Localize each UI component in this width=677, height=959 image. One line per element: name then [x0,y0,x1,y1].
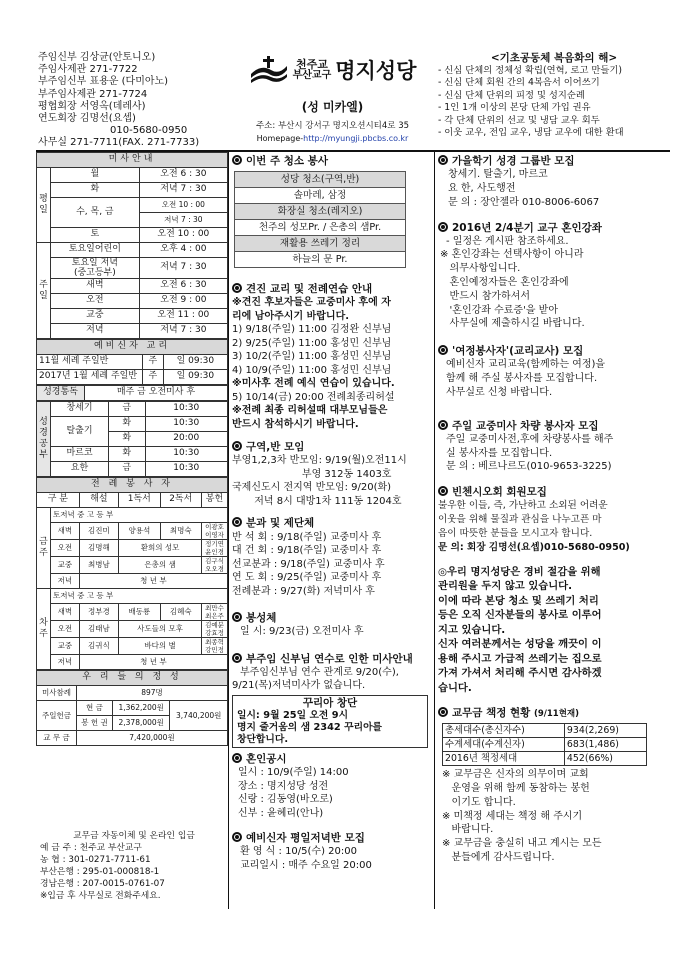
bank-info [40,830,228,902]
middle-column [232,155,432,872]
wedding-line: 장소 : 명지성당 성전 [238,780,329,792]
curia-line: 창단합니다. [237,733,289,745]
bullet-icon [232,753,242,763]
bible-time: 10:30 [145,447,227,462]
confirmation-line: 2) 9/25(주일) 11:00 홍성민 신부님 [232,337,392,349]
bullet-icon [438,222,448,232]
attendance-value: 897명 [77,686,228,701]
wedding-line: 일시 : 10/9(주일) 14:00 [238,767,349,778]
bank-line: 교무금 자동이체 및 온라인 입금 [73,831,195,841]
theme-item: - 신심 단체 단위의 피정 및 성지순례 [438,89,585,101]
servers-head: 구 분 [37,493,80,508]
driver-line: 주일 교중미사전,후에 차량봉사를 해주 [446,433,614,445]
info-line: 부주임사제관 271-7724 [38,88,148,100]
bible-time: 10:30 [145,402,227,417]
district-line: 부영1,2,3차 반모임: 9/19(월)오전11시 [232,455,407,467]
cleaning-notice-line: 습니다. [438,681,472,694]
vincent-contact: 문 의: 회장 김명선(요셉)010-5680-0950) [438,541,630,553]
bible-day: 금 [109,462,146,477]
dues-note: ※ 교무금은 신자의 의무이며 교회 [442,769,589,781]
theme-item: - 이웃 교우, 전입 교우, 냉담 교우에 대한 환대 [438,127,624,138]
marriage-course-line: 혼인예정자들은 혼인강좌에 [440,277,569,289]
bullet-icon [232,283,242,293]
catechism-day: 주 [143,370,164,385]
confirmation-title: 견진 교리 및 전례연습 안내 [232,283,432,296]
servers-slot: 오전 [51,540,80,557]
stat-label: 총세대수(총신자수) [443,724,565,738]
bullet-icon [232,832,242,842]
theme-item: - 각 단체 단위의 선교 및 냉담 교우 회두 [438,114,600,126]
info-line: 사무실 271-7711(FAX. 271-7733) [38,137,200,149]
curia-box [232,695,428,748]
stat-value: 683(1,486) [564,738,646,752]
catechumen-title: 예비신자 평일저녁반 모집 [232,832,432,845]
servers-slot: 새벽 [51,523,80,540]
servers-slot: 새벽 [51,604,80,621]
theme-item: - 1인 1개 이상의 본당 단체 가입 권유 [438,102,591,113]
sunday-label: 주일 [37,243,51,339]
bible-book: 창세기 [51,402,109,417]
servers-cell: 최만수 최은주 [202,604,228,621]
info-line: 평협회장 서영옥(데레사) [38,100,146,112]
bible-side-label: 성경공부 [37,402,51,477]
cleaning-row: 성당 청소(구역,반) [235,172,406,188]
parish-header [230,52,435,144]
servers-cell: 정기연 윤인경 [202,540,228,557]
bank-line: ※입금 후 사무실로 전화주세요. [40,891,161,901]
cleaning-title: 이번 주 청소 봉사 [232,155,432,168]
mass-time: 저녁 7 : 30 [139,324,227,339]
mass-time: 오전 11 : 00 [139,309,227,324]
mass-time: 저녁 7 : 30 [139,258,227,279]
homepage: Homepage-http://myungji.pbcbs.co.kr [256,133,409,143]
servers-slot: 저녁 [51,574,80,589]
mass-day: 교중 [51,309,140,324]
wedding-title: 혼인공시 [232,753,432,766]
cash-label: 현 금 [77,701,113,716]
marriage-course-line: 반드시 참가하셔서 [440,290,530,302]
servers-cell: 정부경 [79,604,118,621]
bank-line: 부산은행 : 295-01-000818-1 [40,867,160,877]
mass-day: 수, 목, 금 [51,198,140,228]
mass-time: 저녁 7 : 30 [139,183,227,198]
dues-note: 바랍니다. [442,824,494,836]
servers-youth-row: 토저녁 중 고 등 부 [51,589,228,604]
voucher-value: 2,378,000원 [112,716,170,731]
bullet-icon [438,486,448,496]
communion-line: 일 시: 9/23(금) 오전미사 후 [240,626,364,638]
cleaning-table [234,171,406,268]
bible-group-line: 창세기. 탈출기, 마르코 [448,169,548,181]
cleaning-notice-line: 용해 주시고 가급적 쓰레기는 집으로 [438,652,602,665]
mass-day: 오전 [51,294,140,309]
servers-youth-row: 토저녁 중 고 등 부 [51,508,228,523]
schedule-tables [36,152,228,746]
logo-small-text: 천주교 부산교구 [292,58,332,82]
dues-label: 교 무 금 [37,731,77,746]
servers-cell: 청 년 부 [79,574,227,589]
year-theme-title: <기초공동체 복음화의 해> [490,52,618,64]
vincent-title: 빈첸시오회 회원모집 [438,486,672,499]
catechist-line: 예비신자 교리교육(함께하는 여정)을 [446,359,606,371]
mass-time: 오전 10 : 00 [139,228,227,243]
groups-title: 분과 및 제단체 [232,517,432,530]
bible-day: 금 [109,402,146,417]
servers-slot: 교중 [51,638,80,655]
confirmation-line: ※견진 후보자들은 교중미사 후에 자 [232,297,391,309]
servers-cell: 사도들의 모후 [119,621,202,638]
group-line: 대 건 회 : 9/18(주일) 교중미사 후 [232,545,382,556]
collection-label: 주일헌금 [37,701,77,731]
wedding-line: 신부 : 윤혜리(안나) [238,807,324,819]
district-line: 저녁 8시 대방1차 111동 1204호 [232,495,402,507]
dues-value: 7,420,000원 [77,731,228,746]
catechism-title: 예비신자 교리 [37,340,228,355]
driver-title: 주일 교중미사 차량 봉사자 모집 [438,420,672,433]
servers-cell: 김귀식 [79,638,118,655]
bible-time: 20:00 [145,432,227,447]
confirmation-line: 4) 10/9(주일) 11:00 홍성민 신부님 [232,364,392,376]
servers-cell: 배동룡 [119,604,160,621]
dues-note: ※ 교무금을 충실히 내고 계시는 모든 [442,838,602,850]
bullet-icon [232,155,242,165]
group-line: 연 도 회 : 9/25(주일) 교중미사 후 [232,572,382,583]
dues-note: 분들에게 감사드립니다. [442,851,555,863]
theme-item: - 신심 단체의 정체성 확립(연혁, 로고 만들기) [438,64,622,76]
info-line: 연도회장 김명선(요셉) [38,113,136,125]
bullet-icon [232,441,242,451]
column-divider [228,151,229,909]
cleaning-notice-line: 지고 있습니다. [438,623,506,636]
driver-line: 실 봉사자를 모집합니다. [446,447,553,459]
servers-cell: 바다의 별 [119,638,202,655]
servers-slot: 교중 [51,557,80,574]
curia-line: 명지 줄거움의 샘 2342 꾸리아를 [237,721,383,733]
bank-line: 농 협 : 301-0271-7711-61 [40,855,151,865]
bible-group-line: 문 의 : 장안젤라 010-8006-6067 [448,196,600,208]
catechist-line: 사무실로 신청 바랍니다. [446,386,553,398]
info-line: 부주임신부 표용운 (다미아노) [38,76,169,88]
marriage-course-line: - 일정은 게시판 참조하세요. [446,235,569,247]
servers-cell: 김구식 오오경 [202,557,228,574]
servers-head: 1독서 [119,493,160,508]
catechumen-line: 환 영 식 : 10/5(수) 20:00 [240,846,357,858]
bullet-icon [438,707,448,717]
catechist-title: '여정봉사자'(교리교사) 모집 [438,345,672,358]
mass-day: 토요일어린이 [51,243,140,258]
catechist-line: 함께 해 주실 봉사자를 모집합니다. [446,373,598,385]
mass-day: 화 [51,183,140,198]
catechism-time: 일 09:30 [163,370,227,385]
next-week-label: 차주 [37,589,51,670]
servers-cell: 이광호 이영자 [202,523,228,540]
bible-group-line: 요 한, 사도행전 [448,182,516,194]
cleaning-notice-line: 신자 여러분께서는 성당을 깨끗이 이 [438,638,602,651]
vincent-line: 이웃을 위해 물질과 관심을 나누고픈 마 [438,514,602,526]
servers-head: 2독서 [160,493,201,508]
bullet-icon [438,155,448,165]
homepage-link[interactable]: http://myungji.pbcbs.co.kr [303,133,409,143]
attendance-label: 미사참례 [37,686,77,701]
info-line: 010-5680-0950 [110,125,188,137]
confirmation-line: 반드시 참석하시기 바랍니다. [232,418,359,430]
servers-slot: 오전 [51,621,80,638]
catechism-table [36,339,228,385]
cleaning-row: 솔마레, 삼정 [235,188,406,204]
bible-day: 화 [109,417,146,432]
cash-value: 1,362,200원 [112,701,170,716]
mass-time: 저녁 7 : 30 [139,213,227,228]
servers-cell: 최병남 [79,557,118,574]
bible-group-title: 가을학기 성경 그룹반 모집 [438,155,672,168]
servers-cell: 김진미 [79,523,118,540]
catechumen-line: 교리일시 : 매주 수요일 20:00 [240,859,372,871]
marriage-course-line: '혼인강좌 수료증'을 받아 [440,304,558,316]
vincent-line: 불우한 이들, 즉, 가난하고 소외된 어려운 [438,500,608,512]
cleaning-notice [438,565,672,696]
vincent-line: 음이 따뜻한 분들을 모시고자 합니다. [438,527,593,539]
group-line: 전례분과 : 9/27(화) 저녁미사 후 [232,585,375,597]
bible-day: 화 [109,432,146,447]
mass-time: 오전 9 : 00 [139,294,227,309]
mass-day: 저녁 [51,324,140,339]
mass-time: 오전 6 : 30 [139,168,227,183]
servers-head: 해설 [79,493,118,508]
church-logo-icon [249,56,289,86]
theme-item: - 신심 단체 회원 간의 4복음서 이어쓰기 [438,77,600,88]
confirmation-line: 3) 10/2(주일) 11:00 홍성민 신부님 [232,351,392,363]
mass-time: 오전 6 : 30 [139,279,227,294]
marriage-course-line: ※ 혼인강좌는 선택사항이 아니라 [440,249,584,261]
cleaning-row: 천주의 성모Pr. / 은총의 샘Pr. [235,220,406,236]
confirmation-line: 5) 10/14(금) 20:00 전례최종리허설 [232,391,395,403]
catechism-time: 일 09:30 [163,355,227,370]
district-title: 구역,반 모임 [232,441,432,454]
servers-title: 전 례 봉 사 자 [37,478,228,493]
study-value: 매주 금 오전미사 후 [85,386,228,401]
mass-day: 토요일 저녁 (중고등부) [51,258,140,279]
mass-day: 토 [51,228,140,243]
bank-line: 예 금 주 : 천주교 부산교구 [40,843,142,853]
servers-head: 봉헌 [202,493,228,508]
mass-title: 미사안내 [37,153,228,168]
parish-name: 명지성당 [335,58,417,83]
bullet-icon [232,612,242,622]
info-line: 주임사제관 271-7722 [38,64,138,76]
bible-time: 10:30 [145,462,227,477]
cleaning-row: 하늘의 문 Pr. [235,252,406,268]
bible-book: 요한 [51,462,109,477]
mass-table [36,152,228,339]
parish-patron: (성 미카엘) [301,100,364,114]
curia-title: 꾸리아 창단 [302,696,358,709]
bible-book: 탈출기 [51,417,109,447]
servers-cell: 환희의 성모 [119,540,202,557]
collection-total: 3,740,200원 [170,701,228,731]
dues-note: 이기도 합니다. [442,796,516,808]
stat-value: 934(2,269) [564,724,646,738]
bullet-icon [232,517,242,527]
catechism-class: 11월 세례 주일반 [37,355,143,370]
curia-line: 일시: 9월 25일 오전 9시 [237,709,349,721]
marriage-course-line: 의무사항입니다. [440,263,521,275]
priest-notice-line: 부주임신부님 연수 관계로 9/20(수), [240,666,399,678]
district-line: 부영 312동 1403호 [232,468,392,480]
confirmation-line: 리에 남아주시기 바랍니다. [232,310,350,322]
parish-logo [230,56,435,86]
dues-note: 운영을 위해 함께 동참하는 봉헌 [442,782,590,794]
bible-day: 화 [109,447,146,462]
priest-notice-title: 부주임 신부님 연수로 인한 미사안내 [232,653,432,666]
dues-status-title: 교무금 책정 현황 (9/11현재) [438,707,672,720]
cleaning-notice-line: 가져 가셔서 처리해 주시면 감사하겠 [438,667,602,680]
group-line: 반 석 회 : 9/18(주일) 교중미사 후 [232,531,382,543]
cleaning-notice-line: 이에 따라 본당 청소 및 쓰레기 처리 [438,594,599,607]
group-line: 선교분과 : 9/18(주일) 교중미사 후 [232,558,385,570]
bible-study-table [36,385,228,401]
marriage-course-title: 2016년 2/4분기 교구 혼인강좌 [438,222,672,235]
address: 주소: 부산시 강서구 명지오션시티4로 35 [255,121,410,131]
study-label: 성경통독 [37,386,85,401]
servers-cell: 은총의 샘 [119,557,202,574]
mass-time: 오전 10 : 00 [139,198,227,213]
stat-label: 2016년 책정세대 [443,752,565,766]
servers-cell: 양용석 [119,523,160,540]
offerings-table [36,670,228,746]
servers-cell: 최종혁 강민정 [202,638,228,655]
servers-cell: 김태남 [79,621,118,638]
this-week-label: 금주 [37,508,51,589]
bible-class-table [36,401,228,477]
servers-cell: 청 년 부 [79,655,227,670]
liturgy-servers-table [36,477,228,670]
stat-value: 452(66%) [564,752,646,766]
district-line: 국제신도시 전지역 반모임: 9/20(화) [232,482,392,494]
bible-book: 마르코 [51,447,109,462]
dues-status-table [442,723,647,766]
column-divider [434,151,435,909]
servers-cell: 김예분 강효정 [202,621,228,638]
communion-title: 봉성체 [232,612,432,625]
cleaning-notice-line: ◎우리 명지성당은 경비 절감을 위해 [438,565,601,578]
cleaning-notice-line: 관리원을 두지 않고 있습니다. [438,580,573,593]
bank-line: 경남은행 : 207-0015-0761-07 [40,879,165,889]
driver-line: 문 의 : 베르나르도(010-9653-3225) [446,461,612,473]
marriage-course-line: 사무실에 제출하시길 바랍니다. [440,318,585,330]
year-theme [438,52,670,140]
dues-note: ※ 미책정 세대는 책정 해 주시기 [442,810,583,822]
servers-slot: 저녁 [51,655,80,670]
right-column [438,155,672,865]
priest-notice-line: 9/21(목)저녁미사가 없습니다. [232,680,366,692]
mass-day: 새벽 [51,279,140,294]
wedding-line: 신랑 : 김동영(바오로) [238,794,333,805]
bible-time: 10:30 [145,417,227,432]
cleaning-row: 화장실 청소(레지오) [235,204,406,220]
servers-cell: 최명숙 [160,523,201,540]
catechism-day: 주 [143,355,164,370]
clergy-info [38,52,228,150]
cleaning-notice-line: 등은 오직 신자분들의 봉사로 이루어 [438,609,602,622]
mass-time: 오후 4 : 00 [139,243,227,258]
bullet-icon [232,653,242,663]
confirmation-line: ※전례 최종 리허설때 대부모님들은 [232,405,388,417]
bullet-icon [438,420,448,430]
offerings-title: 우 리 들 의 정 성 [37,671,228,686]
servers-cell: 김혜숙 [160,604,201,621]
catechism-class: 2017년 1월 세례 주일반 [37,370,143,385]
confirmation-line: ※미사후 전례 예식 연습이 있습니다. [232,378,395,390]
servers-cell: 김명해 [79,540,118,557]
weekday-label: 평일 [37,168,51,243]
info-line: 주임신부 김상균(안토니오) [38,52,156,63]
bullet-icon [438,345,448,355]
voucher-label: 봉 헌 권 [77,716,113,731]
cleaning-row: 재활용 쓰레기 정리 [235,236,406,252]
confirmation-line: 1) 9/18(주일) 11:00 김정완 신부님 [232,324,392,336]
stat-label: 수계세대(수계신자) [443,738,565,752]
mass-day: 월 [51,168,140,183]
